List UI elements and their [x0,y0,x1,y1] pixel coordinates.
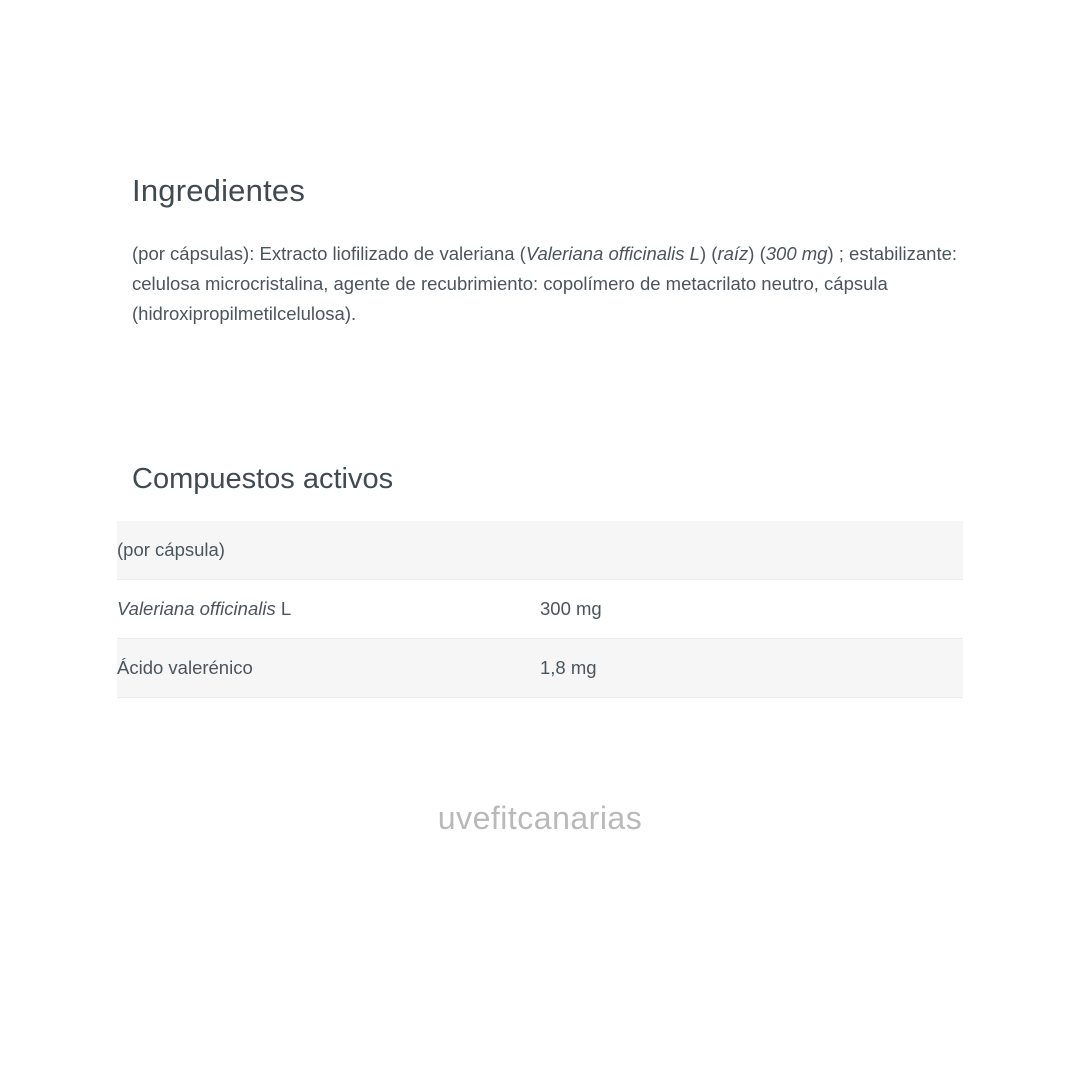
watermark: uvefitcanarias [437,800,643,836]
table-header-row [117,521,963,580]
compound-value-cell: 300 mg [540,579,963,638]
ingredients-heading: Ingredientes [132,173,306,208]
compound-value-cell: 1,8 mg [540,638,963,697]
active-compounds-table [117,521,963,698]
table-header-label: (por cápsula) [117,521,963,580]
ingredients-text-part-2: ) ( [699,243,718,265]
table-row [117,638,963,697]
compound-name-plain: L [275,597,292,619]
ingredients-species-name: Valeriana officinalis L [525,243,700,265]
active-compounds-heading: Compuestos activos [132,463,394,495]
ingredients-section [132,172,962,348]
compound-name-cell [117,579,540,638]
ingredients-text-part-3: ) ( [748,243,766,265]
compound-name-plain: Ácido valerénico [117,656,253,678]
ingredients-dose: 300 mg [765,243,828,265]
ingredients-text-part-1: (por cápsulas): Extracto liofilizado de valeriana ( [132,243,526,265]
ingredients-text-part-4: ) ; estabilizante: celulosa microcristalina, agente de recubrimiento: copolímero de metacrilato neutro, cápsula (hidroxipropilmetilcelulosa). [132,243,958,325]
compound-name-cell [117,638,540,697]
compound-name-italic: Valeriana officinalis [117,597,276,619]
table-row [117,579,963,638]
ingredients-plant-part: raíz [717,243,749,265]
active-compounds-section [117,462,963,698]
ingredients-paragraph [132,239,962,329]
